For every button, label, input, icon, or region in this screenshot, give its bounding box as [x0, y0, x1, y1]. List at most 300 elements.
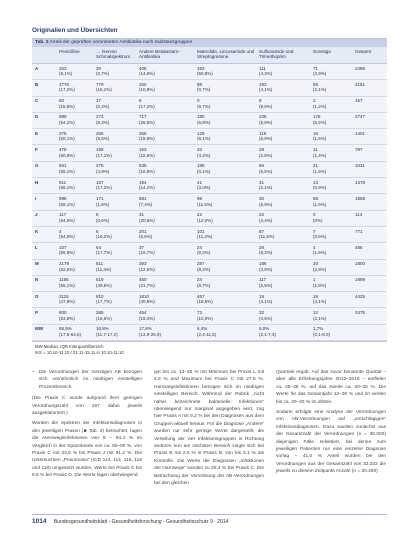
bullet-text: Die Verordnungen der sonstigen AB bezogen sich vornehmlich im niedrigen einstelligen Prozentbereich. [39, 370, 142, 390]
table-cell [259, 64, 313, 79]
antibiotics-table [32, 38, 387, 357]
cell-percent: (1,6%) [313, 168, 327, 174]
cell-count: 2 [313, 98, 316, 104]
table-cell [259, 325, 313, 340]
cell-count: 158 [96, 147, 104, 153]
cell-percent: (16,9%) [139, 168, 155, 174]
cell-percent: (6,5%) [259, 168, 273, 174]
table-cell [59, 178, 96, 193]
cell-percent: (0,1%) [197, 168, 211, 174]
text-column-1 [32, 369, 142, 483]
table-row [32, 243, 387, 259]
table-row [32, 292, 387, 308]
cell-percent: (0%) [313, 217, 323, 223]
section-title: Originalien und Übersichten [32, 27, 118, 34]
table-cell [259, 276, 313, 291]
cell-count: 22 [259, 212, 265, 218]
cell-count: 4 [313, 244, 316, 250]
table-cell [259, 292, 313, 307]
row-label: L [35, 244, 38, 250]
table-cell [96, 194, 139, 209]
table-cell [313, 260, 355, 275]
table-label: Tab. 2 [35, 40, 49, 45]
footnote: IKS = 10.10-11.10 / 01.11-15.11 in 10.10-11.10 [35, 349, 124, 355]
cell-percent: (0,7%) [197, 87, 211, 93]
cell-percent: (2,4-11,5) [197, 331, 217, 337]
table-cell [259, 80, 313, 95]
table-cell [259, 211, 313, 226]
cell-count: 167 [355, 98, 363, 104]
cell-count: 2747 [355, 114, 366, 120]
cell-percent: (55,1%) [59, 168, 75, 174]
table-cell [355, 80, 380, 95]
cell-count: 253 [59, 65, 67, 71]
cell-percent: (16,1%) [96, 87, 112, 93]
row-label: P [35, 310, 39, 316]
cell-percent: (21,7%) [139, 283, 155, 289]
row-label: C [35, 98, 39, 104]
cell-percent: (5,5%) [259, 283, 273, 289]
row-label: K [35, 228, 39, 234]
cell-count: 176 [313, 114, 321, 120]
cell-count: 8 [96, 212, 99, 218]
paragraph: Quartale ergab: Auf das zuvor benannte Quartal – aber alle Erhebungsjahre 2013–2015 – entfielen ca. 25–35 %, auf das zweite ca. 20–25 %. Die Werte für das Gesamtjahr 13–30 % und im vierten bis ca. 20–25 % im dritten. [276, 370, 386, 405]
table-cell [59, 97, 96, 112]
cell-count: 1810 [139, 293, 150, 299]
table-cell [59, 64, 96, 79]
table-cell [139, 292, 197, 307]
cell-percent: (16,6%) [96, 315, 112, 321]
cell-percent: (17,5-64,6) [59, 331, 82, 337]
cell-count: 55 [313, 81, 319, 87]
row-label: N [35, 277, 39, 283]
table-cell [355, 227, 380, 242]
cell-count: 1858 [355, 195, 366, 201]
cell-percent: (11,5%) [259, 234, 275, 240]
table-cell [59, 211, 96, 226]
cell-count: 287 [197, 261, 205, 267]
cell-percent: (0,6%) [96, 217, 110, 223]
cell-count: 1,7% [313, 326, 324, 332]
paragraph: (Die Praxis C wurde aufgrund ihrer geringen Verordnungszahl von 167 dabei jeweils ausgeklammert.) [32, 396, 142, 417]
table-cell [96, 113, 139, 128]
cell-count: 41 [197, 179, 203, 185]
cell-percent: (4,1%) [259, 299, 273, 305]
table-cell [313, 243, 355, 258]
table-cell [96, 211, 139, 226]
table-cell [197, 292, 259, 307]
table-cell [139, 194, 197, 209]
cell-count: 1776 [59, 81, 70, 87]
cell-percent: (17,7%) [96, 250, 112, 256]
cell-count: 911 [59, 179, 67, 185]
cell-percent: (20,6%) [139, 217, 155, 223]
cell-count: 265 [96, 310, 104, 316]
cell-percent: (18,6%) [197, 299, 213, 305]
row-label: E [35, 130, 39, 136]
cell-count: 33 [197, 147, 203, 153]
cell-count: 7 [313, 228, 316, 234]
table-cell [313, 211, 355, 226]
table-cell [96, 178, 139, 193]
cell-percent: (17,7%) [96, 299, 112, 305]
cell-count: 32 [259, 310, 265, 316]
cell-percent: (0,4%) [96, 103, 110, 109]
table-cell [355, 211, 380, 226]
cell-count: 779 [96, 81, 104, 87]
table-cell [355, 113, 380, 128]
table-cell [355, 194, 380, 209]
cell-count: 171 [96, 195, 104, 201]
table-row [32, 276, 387, 292]
table-cell [355, 178, 380, 193]
text-column-3 [276, 369, 386, 479]
cell-count: 188 [197, 163, 205, 169]
header-cell: Andere Betalactam-Antibiotika [139, 49, 180, 60]
table-cell [197, 178, 259, 193]
cell-percent: (6,9%) [259, 136, 273, 142]
table-cell [313, 145, 355, 160]
cell-percent: (18,6%) [139, 152, 155, 158]
table-cell [259, 178, 313, 193]
cell-percent: (54,2%) [59, 120, 75, 126]
cell-count: 996 [59, 195, 67, 201]
table-cell [355, 129, 380, 144]
row-label: O [35, 293, 39, 299]
table-cell [96, 292, 139, 307]
cell-percent: (4,3%) [259, 71, 273, 77]
cell-percent: (10,0%) [197, 315, 213, 321]
cell-percent: (0,6%) [313, 234, 327, 240]
cell-percent: (14,6%) [139, 71, 155, 77]
table-cell [197, 211, 259, 226]
cell-count: 1401 [355, 130, 366, 136]
cell-count: 4425 [355, 293, 366, 299]
header-cell: Penicilline [59, 49, 80, 54]
paragraph: gut bei ca. 13–25 % mit Minimum bei Praxis L mit 4,8 % und Maximum bei Praxis C mit 27,9 %. Harnwegsinfektionen bezogen sich im niedrigen einstelligen Bereich. Während der Rubrik „nicht näher bezeichnete bakterielle Infektionen“ überwiegend nur marginal angegeben wird, zog hier Praxis A mit 9,2 % bei den Diagnosen aus dem Gruppen-aktuell heraus. Für die Diagnose „Andere“ wurden nur sehr geringe Werte dargestellt, die Verteilung der vier Infektionsgruppen in Richtung anderen nun am nächsten Bereich zeigte sich bei Praxis B mit 2,5 % in Praxis B, von bis 3,1 % als Kontrolle. Die Werte der Diagnosen „Infektionen der Harnwege“ wurden zu 25,4 % bei Praxis C. Die Betrachtung der Verordnung der AB-Verordnungen bei den gleichen [154, 370, 264, 487]
cell-percent: (4,9%) [96, 168, 110, 174]
cell-percent: (17,2%) [139, 103, 155, 109]
cell-count: 66 [259, 163, 265, 169]
cell-count: 64 [96, 244, 102, 250]
table-row [32, 260, 387, 276]
table-cell [197, 260, 259, 275]
cell-percent: (17,1%) [96, 152, 112, 158]
cell-count: 486 [355, 244, 363, 250]
table-footnotes [32, 341, 387, 357]
cell-percent: (4,1%) [313, 299, 327, 305]
table-row [32, 227, 387, 243]
table-cell [313, 64, 355, 79]
table-cell [59, 162, 96, 177]
cell-count: 73 [197, 310, 203, 316]
cell-percent: (19,4%) [139, 315, 155, 321]
table-cell [59, 308, 96, 323]
table-cell [313, 97, 355, 112]
cell-count: 0 [313, 212, 316, 218]
table-cell [96, 276, 139, 291]
table-cell [355, 260, 380, 275]
cell-count: 29 [259, 244, 265, 250]
cell-percent: (4,5%) [259, 315, 273, 321]
cell-percent: (15,9%) [59, 103, 75, 109]
table-row [32, 211, 387, 227]
table-row [32, 194, 387, 210]
table-cell [259, 227, 313, 242]
table-cell [313, 162, 355, 177]
table-cell [313, 129, 355, 144]
page-number: 1014 [32, 518, 47, 525]
table-cell [259, 129, 313, 144]
cell-count: 275 [96, 163, 104, 169]
cell-count: 393 [139, 261, 147, 267]
cell-count: 717 [139, 114, 147, 120]
cell-count: 201 [139, 228, 147, 234]
cell-percent: (1,4%) [313, 152, 327, 158]
cell-count: 467 [197, 293, 205, 299]
table-cell [313, 113, 355, 128]
table-cell [259, 145, 313, 160]
cell-count: 2489 [355, 65, 366, 71]
cell-percent: (66,1%) [59, 185, 75, 191]
table-cell [59, 194, 96, 209]
cell-count: 12 [313, 310, 319, 316]
table-cell [139, 211, 197, 226]
cell-count: 60 [59, 98, 65, 104]
table-cell [59, 145, 96, 160]
table-cell [59, 227, 96, 242]
table-cell [197, 162, 259, 177]
header-cell: Makrolide, Lincosamide und Streptogramine [197, 49, 255, 60]
cell-count: 0 [197, 98, 200, 104]
cell-count: 2115 [59, 293, 69, 299]
table-cell [197, 80, 259, 95]
table-cell [139, 64, 197, 79]
cell-percent: (60,9%) [59, 152, 75, 158]
cell-percent: (1,2%) [313, 103, 327, 109]
cell-count: 6 [96, 228, 99, 234]
table-cell [259, 162, 313, 177]
page-footer [32, 518, 228, 525]
table-cell [139, 276, 197, 291]
footnote: MW Median, IQR Interquartilbereich [35, 344, 104, 350]
cell-count: 55,9% [59, 326, 72, 332]
cell-count: 1166 [59, 277, 69, 283]
cell-percent: (6,2%) [313, 120, 327, 126]
cell-percent: (4,1%) [259, 87, 273, 93]
cell-count: 86 [313, 195, 319, 201]
table-cell [96, 308, 139, 323]
cell-percent: (17,2%) [59, 87, 75, 93]
cell-count: 17,8% [139, 326, 152, 332]
cell-count: 16 [313, 130, 319, 136]
table-cell [259, 260, 313, 275]
cell-count: 19 [259, 293, 265, 299]
cell-percent: (2,9%) [313, 266, 327, 272]
cell-count: 250 [139, 81, 147, 87]
table-cell [259, 308, 313, 323]
cell-count: 163 [197, 65, 205, 71]
cell-percent: (9,8%) [259, 103, 273, 109]
cell-percent: (50,1%) [59, 136, 75, 142]
row-label: M [35, 261, 39, 267]
cell-percent: (0,9%) [313, 185, 327, 191]
cell-count: 811 [96, 261, 104, 267]
cell-percent: (1,5%) [313, 136, 327, 142]
table-cell [313, 178, 355, 193]
cell-percent: (2,8%) [259, 152, 273, 158]
cell-count: 107 [59, 244, 67, 250]
cell-percent: (3,0%) [197, 185, 211, 191]
cell-percent: (1,9%) [313, 283, 327, 289]
header-cell: Gesamt [355, 49, 372, 54]
cell-count: 6 [139, 98, 142, 104]
cell-count: 464 [139, 310, 147, 316]
cell-percent: (11,3%) [96, 266, 112, 272]
table-cell [313, 292, 355, 307]
table-cell [197, 243, 259, 258]
cell-percent: (1,6%) [313, 250, 327, 256]
cell-count: 87 [259, 228, 265, 234]
table-cell [59, 292, 96, 307]
row-label: F [35, 147, 38, 153]
cell-count: 581 [139, 195, 147, 201]
row-label: D [35, 114, 39, 120]
table-cell [355, 243, 380, 258]
table-row [32, 113, 387, 129]
cell-percent: (64,6%) [59, 217, 75, 223]
cell-count: 186 [259, 261, 267, 267]
table-cell [59, 243, 96, 258]
cell-count: 111 [259, 65, 266, 71]
cell-count: 519 [96, 277, 104, 283]
cell-percent: (10,9%) [139, 87, 155, 93]
cell-percent: (8,2%) [259, 250, 273, 256]
table-row [32, 178, 387, 194]
cell-count: 163 [139, 147, 147, 153]
cell-percent: (7,4%) [139, 201, 153, 207]
cell-count: 19 [313, 293, 319, 299]
cell-count: 787 [355, 147, 363, 153]
table-cell [139, 260, 197, 275]
cell-percent: (12,5%) [139, 266, 155, 272]
table-cell [313, 308, 355, 323]
table-cell [197, 325, 259, 340]
cell-percent: (17,2%) [96, 185, 112, 191]
table-cell [197, 276, 259, 291]
table-cell [197, 227, 259, 242]
table-cell [355, 97, 380, 112]
table-row [32, 308, 387, 324]
table-cell [96, 145, 139, 160]
table-cell [96, 129, 139, 144]
table-cell [59, 129, 96, 144]
cell-count: 30 [259, 195, 265, 201]
table-cell [313, 194, 355, 209]
table-cell [96, 80, 139, 95]
cell-count: 460 [139, 277, 147, 283]
table-cell [197, 129, 259, 144]
cell-percent: (5,9%) [259, 201, 273, 207]
table-cell [96, 260, 139, 275]
table-cell [259, 243, 313, 258]
cell-percent: (18,9%) [139, 136, 155, 142]
table-cell [139, 227, 197, 242]
cell-count: 810 [96, 293, 104, 299]
cell-percent: (11,3%) [197, 234, 213, 240]
paragraph: Wurden die Spektren der Infektionsdiagnosen in den jeweiligen Praxen (■ Tab. 3) betrachtet, lagen die Atemwegsinfektionen von 9 – 94,4 % im Vergleich in der Spannbreite von ca. 60–80 %, von Praxis C mit 33,6 % bis Praxis J mit 91,2 %. Die Untersuchten „Pneumonie“ (ICD 113, 114, 115, 116 und 118) umgesetzt wurden, Werte bei Praxis C bis 9,6 % bei Praxis O. Die Werte lagen überwiegend [32, 421, 142, 479]
table-cell [355, 145, 380, 160]
cell-count: 180 [197, 114, 205, 120]
cell-count: 128 [197, 130, 205, 136]
cell-count: 24 [197, 277, 203, 283]
table-row [32, 129, 387, 145]
table-cell [139, 80, 197, 95]
table-cell [96, 325, 139, 340]
cell-count: 273 [96, 114, 104, 120]
cell-percent: (13,9-26,9) [139, 331, 162, 337]
cell-count: 88 [197, 81, 203, 87]
table-cell [259, 97, 313, 112]
cell-count: 28 [259, 147, 265, 153]
footer-divider [32, 514, 387, 515]
cell-percent: (55,9%) [59, 250, 75, 256]
table-cell [197, 194, 259, 209]
table-cell [197, 308, 259, 323]
cell-count: 187 [96, 179, 104, 185]
cell-count: 1999 [355, 277, 366, 283]
cell-percent: (9,1%) [197, 136, 211, 142]
cell-count: 375 [59, 130, 67, 136]
cell-percent: (1,6%) [313, 201, 327, 207]
cell-count: 2475 [355, 310, 366, 316]
row-label: G [35, 163, 39, 169]
table-cell [355, 308, 380, 323]
cell-count: 235 [259, 114, 267, 120]
row-label: H [35, 179, 39, 185]
table-body [32, 64, 387, 341]
cell-percent: (11,5%) [197, 201, 213, 207]
table-cell [197, 145, 259, 160]
cell-percent: (2,1%) [259, 185, 273, 191]
table-cell [59, 276, 96, 291]
table-cell [139, 308, 197, 323]
table-cell [139, 113, 197, 128]
cell-count: 24 [197, 244, 203, 250]
table-cell [259, 194, 313, 209]
cell-percent: (12,0%) [197, 217, 213, 223]
cell-count: 256 [96, 130, 104, 136]
cell-percent: (3,8%) [259, 266, 273, 272]
table-row [32, 145, 387, 161]
table-row [32, 64, 387, 80]
table-cell [139, 145, 197, 160]
cell-count: 99 [197, 195, 203, 201]
cell-count: 119 [259, 130, 267, 136]
table-cell [139, 178, 197, 193]
table-cell [355, 292, 380, 307]
table-cell [355, 162, 380, 177]
cell-count: 6,4% [197, 326, 208, 332]
cell-count: 20 [313, 261, 319, 267]
cell-percent: (16,2%) [96, 234, 112, 240]
cell-count: 8 [259, 98, 262, 104]
cell-percent: (1,6%) [96, 201, 110, 207]
cell-percent: (5,6%) [96, 136, 110, 142]
cell-percent: (15,7%) [139, 250, 155, 256]
cell-percent: (14,2%) [139, 185, 155, 191]
cell-percent: (40,9%) [139, 299, 155, 305]
